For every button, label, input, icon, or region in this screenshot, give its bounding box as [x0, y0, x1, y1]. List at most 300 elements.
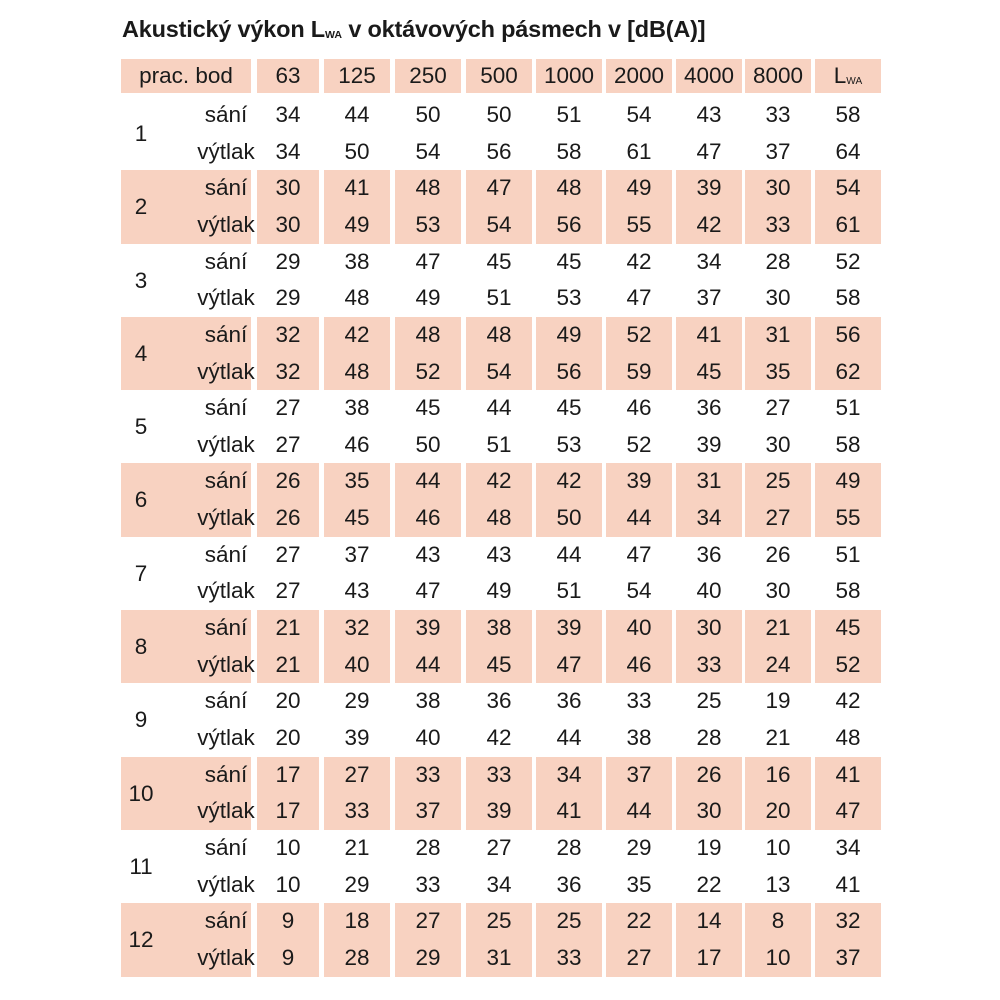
cell-band-2000: 42: [626, 248, 652, 274]
row-kind-discharge: výtlak: [197, 578, 255, 604]
cell-band-250: 50: [415, 431, 441, 457]
cell-band-4000: 40: [696, 578, 722, 604]
cell-band-2000: 52: [626, 431, 652, 457]
table-row-intake: [121, 830, 881, 867]
cell-band-8000: 26: [765, 541, 791, 567]
cell-band-500: 36: [486, 688, 512, 714]
cell-band-250: 53: [415, 211, 441, 237]
cell-band-500: 43: [486, 541, 512, 567]
cell-band-4000: 22: [696, 871, 722, 897]
row-kind-discharge: výtlak: [197, 358, 255, 384]
cell-band-500: 42: [486, 725, 512, 751]
cell-band-500: 51: [486, 285, 512, 311]
point-group-8: [121, 610, 881, 683]
cell-band-63: 9: [281, 944, 295, 970]
cell-band-1000: 44: [556, 541, 582, 567]
header-label-cell: prac. bod: [121, 59, 251, 93]
point-number: 10: [128, 780, 154, 806]
point-group-10: [121, 757, 881, 830]
cell-band-1000: 42: [556, 468, 582, 494]
cell-band-8000: 37: [765, 138, 791, 164]
cell-band-8000: 30: [765, 578, 791, 604]
cell-band-125: 28: [344, 944, 370, 970]
cell-band-8000: 21: [765, 615, 791, 641]
cell-total: 48: [835, 725, 861, 751]
cell-total: 58: [835, 102, 861, 127]
cell-band-1000: 44: [556, 725, 582, 751]
header-band-250: 250: [395, 59, 461, 93]
cell-band-63: 27: [275, 431, 301, 457]
cell-band-125: 48: [344, 358, 370, 384]
cell-band-250: 27: [415, 908, 441, 934]
point-group-5: [121, 390, 881, 463]
cell-band-63: 10: [275, 871, 301, 897]
cell-band-63: 29: [275, 248, 301, 274]
cell-band-250: 50: [415, 102, 441, 127]
cell-band-4000: 34: [696, 248, 722, 274]
cell-band-125: 33: [344, 798, 370, 824]
row-kind-intake: sání: [204, 688, 248, 714]
cell-band-8000: 24: [765, 651, 791, 677]
cell-band-8000: 10: [765, 834, 791, 860]
header-band-4000: 4000: [676, 59, 742, 93]
cell-band-8000: 27: [765, 395, 791, 421]
cell-total: 64: [835, 138, 861, 164]
table-row-discharge: [121, 427, 881, 464]
sound-power-table: [121, 59, 881, 977]
table-row-discharge: [121, 500, 881, 537]
cell-band-1000: 25: [556, 908, 582, 934]
cell-total: 61: [835, 211, 861, 237]
cell-band-2000: 54: [626, 102, 652, 127]
cell-band-2000: 29: [626, 834, 652, 860]
cell-band-4000: 45: [696, 358, 722, 384]
cell-band-8000: 10: [765, 944, 791, 970]
cell-band-1000: 33: [556, 944, 582, 970]
header-total-cell: [815, 59, 881, 93]
header-total-sub: WA: [846, 75, 863, 87]
cell-band-63: 27: [275, 395, 301, 421]
cell-band-4000: 47: [696, 138, 722, 164]
cell-band-63: 10: [275, 834, 301, 860]
cell-band-4000: 26: [696, 761, 722, 787]
cell-band-500: 33: [486, 761, 512, 787]
cell-band-4000: 17: [696, 944, 722, 970]
point-number: 5: [134, 414, 148, 440]
cell-band-500: 54: [486, 211, 512, 237]
cell-band-125: 46: [344, 431, 370, 457]
cell-band-500: 34: [486, 871, 512, 897]
table-header-row: [121, 59, 881, 97]
cell-band-1000: 50: [556, 505, 582, 531]
table-row-discharge: [121, 647, 881, 684]
cell-band-63: 32: [275, 321, 301, 347]
cell-band-2000: 44: [626, 505, 652, 531]
cell-band-4000: 36: [696, 395, 722, 421]
cell-band-8000: 35: [765, 358, 791, 384]
point-number: 12: [128, 927, 154, 953]
table-row-discharge: [121, 207, 881, 244]
table-row-intake: [121, 463, 881, 500]
point-group-2: [121, 170, 881, 243]
row-kind-discharge: výtlak: [197, 138, 255, 164]
cell-band-2000: 38: [626, 725, 652, 751]
cell-total: 47: [835, 798, 861, 824]
title-prefix: Akustický výkon L: [122, 16, 325, 42]
cell-band-500: 56: [486, 138, 512, 164]
cell-total: 42: [835, 688, 861, 714]
point-number: 9: [134, 707, 148, 733]
cell-total: 52: [835, 248, 861, 274]
table-row-discharge: [121, 280, 881, 317]
cell-total: 45: [835, 615, 861, 641]
table-row-discharge: [121, 354, 881, 391]
cell-band-8000: 27: [765, 505, 791, 531]
cell-band-125: 45: [344, 505, 370, 531]
row-kind-discharge: výtlak: [197, 211, 255, 237]
point-number: 11: [129, 853, 153, 879]
point-number: 3: [134, 267, 148, 293]
title-suffix: v oktávových pásmech v [dB(A)]: [341, 16, 706, 42]
cell-band-125: 29: [344, 688, 370, 714]
cell-band-125: 38: [344, 248, 370, 274]
cell-band-8000: 30: [765, 431, 791, 457]
row-kind-discharge: výtlak: [197, 285, 255, 311]
cell-band-125: 40: [344, 651, 370, 677]
cell-band-125: 27: [344, 761, 370, 787]
table-row-discharge: [121, 134, 881, 171]
cell-total: 41: [835, 761, 861, 787]
cell-band-250: 48: [415, 175, 441, 201]
cell-total: 52: [835, 651, 861, 677]
cell-band-500: 48: [486, 505, 512, 531]
cell-band-125: 38: [344, 395, 370, 421]
cell-band-4000: 39: [696, 431, 722, 457]
cell-total: 56: [835, 321, 861, 347]
cell-band-250: 33: [415, 871, 441, 897]
cell-band-500: 48: [486, 321, 512, 347]
cell-band-1000: 47: [556, 651, 582, 677]
cell-band-2000: 54: [626, 578, 652, 604]
cell-band-2000: 27: [626, 944, 652, 970]
cell-band-8000: 21: [765, 725, 791, 751]
header-band-1000: 1000: [536, 59, 602, 93]
cell-band-8000: 16: [765, 761, 791, 787]
table-row-discharge: [121, 940, 881, 977]
header-band-8000: 8000: [745, 59, 811, 93]
cell-band-8000: 13: [765, 871, 791, 897]
cell-band-125: 48: [344, 285, 370, 311]
point-group-4: [121, 317, 881, 390]
cell-band-63: 20: [275, 688, 301, 714]
cell-band-250: 44: [415, 651, 441, 677]
point-number: 8: [134, 634, 148, 660]
cell-total: 51: [835, 395, 861, 421]
table-row-discharge: [121, 720, 881, 757]
row-kind-intake: sání: [204, 761, 248, 787]
cell-band-500: 39: [486, 798, 512, 824]
header-band-63: 63: [257, 59, 319, 93]
row-kind-discharge: výtlak: [197, 798, 255, 824]
cell-band-8000: 20: [765, 798, 791, 824]
cell-band-1000: 49: [556, 321, 582, 347]
cell-band-2000: 39: [626, 468, 652, 494]
cell-band-250: 39: [415, 615, 441, 641]
row-kind-intake: sání: [204, 541, 248, 567]
cell-total: 58: [835, 578, 861, 604]
point-group-7: [121, 537, 881, 610]
cell-band-1000: 36: [556, 688, 582, 714]
cell-band-500: 25: [486, 908, 512, 934]
cell-band-63: 17: [275, 761, 301, 787]
point-group-1: [121, 97, 881, 170]
cell-band-250: 33: [415, 761, 441, 787]
cell-band-500: 31: [486, 944, 512, 970]
cell-band-250: 48: [415, 321, 441, 347]
cell-band-2000: 49: [626, 175, 652, 201]
cell-total: 49: [835, 468, 861, 494]
cell-band-125: 39: [344, 725, 370, 751]
cell-band-2000: 61: [626, 138, 652, 164]
table-row-intake: [121, 317, 881, 354]
cell-band-500: 54: [486, 358, 512, 384]
cell-band-125: 37: [344, 541, 370, 567]
cell-band-1000: 58: [556, 138, 582, 164]
cell-band-1000: 53: [556, 285, 582, 311]
header-band-500: 500: [466, 59, 532, 93]
cell-total: 51: [835, 541, 861, 567]
cell-band-250: 47: [415, 578, 441, 604]
point-number: 6: [134, 487, 148, 513]
cell-band-500: 51: [486, 431, 512, 457]
point-group-11: [121, 830, 881, 903]
point-group-3: [121, 244, 881, 317]
cell-band-63: 32: [275, 358, 301, 384]
cell-band-250: 40: [415, 725, 441, 751]
cell-band-125: 50: [344, 138, 370, 164]
cell-band-8000: 33: [765, 102, 791, 127]
point-group-6: [121, 463, 881, 536]
cell-band-125: 21: [344, 834, 370, 860]
cell-band-8000: 8: [771, 908, 785, 934]
cell-band-2000: 37: [626, 761, 652, 787]
cell-band-125: 35: [344, 468, 370, 494]
cell-band-125: 44: [344, 102, 370, 127]
cell-band-4000: 36: [696, 541, 722, 567]
point-number: 1: [134, 121, 148, 146]
table-title: [122, 16, 705, 43]
cell-band-500: 42: [486, 468, 512, 494]
cell-band-1000: 39: [556, 615, 582, 641]
cell-band-63: 27: [275, 541, 301, 567]
cell-band-250: 37: [415, 798, 441, 824]
cell-band-250: 49: [415, 285, 441, 311]
cell-band-2000: 46: [626, 651, 652, 677]
cell-band-125: 41: [344, 175, 370, 201]
cell-band-8000: 30: [765, 175, 791, 201]
cell-band-4000: 42: [696, 211, 722, 237]
cell-total: 55: [835, 505, 861, 531]
table-row-intake: [121, 683, 881, 720]
cell-band-1000: 53: [556, 431, 582, 457]
row-kind-intake: sání: [204, 615, 248, 641]
point-group-9: [121, 683, 881, 756]
cell-band-63: 21: [275, 615, 301, 641]
cell-band-4000: 39: [696, 175, 722, 201]
cell-band-4000: 34: [696, 505, 722, 531]
header-total-main: L: [833, 63, 847, 88]
cell-band-2000: 40: [626, 615, 652, 641]
cell-band-63: 29: [275, 285, 301, 311]
cell-band-63: 20: [275, 725, 301, 751]
cell-band-1000: 34: [556, 761, 582, 787]
cell-band-8000: 28: [765, 248, 791, 274]
cell-band-500: 38: [486, 615, 512, 641]
cell-band-4000: 33: [696, 651, 722, 677]
cell-band-125: 42: [344, 321, 370, 347]
cell-band-500: 27: [486, 834, 512, 860]
cell-band-500: 50: [486, 102, 512, 127]
cell-band-2000: 46: [626, 395, 652, 421]
cell-band-63: 26: [275, 505, 301, 531]
row-kind-discharge: výtlak: [197, 725, 255, 751]
cell-band-1000: 48: [556, 175, 582, 201]
table-body: [121, 97, 881, 977]
cell-band-1000: 56: [556, 211, 582, 237]
header-band-125: 125: [324, 59, 390, 93]
row-kind-intake: sání: [204, 908, 248, 934]
cell-band-8000: 25: [765, 468, 791, 494]
table-row-discharge: [121, 793, 881, 830]
cell-band-250: 43: [415, 541, 441, 567]
table-row-intake: [121, 610, 881, 647]
cell-band-8000: 30: [765, 285, 791, 311]
cell-band-2000: 59: [626, 358, 652, 384]
cell-band-2000: 22: [626, 908, 652, 934]
cell-band-63: 9: [281, 908, 295, 934]
cell-total: 58: [835, 285, 861, 311]
cell-total: 41: [835, 871, 861, 897]
table-row-intake: [121, 170, 881, 207]
cell-total: 32: [835, 908, 861, 934]
point-number: 4: [134, 340, 148, 366]
table-row-intake: [121, 97, 881, 134]
cell-band-4000: 28: [696, 725, 722, 751]
row-kind-discharge: výtlak: [197, 651, 255, 677]
cell-band-1000: 51: [556, 578, 582, 604]
cell-band-250: 52: [415, 358, 441, 384]
cell-band-4000: 37: [696, 285, 722, 311]
table-row-discharge: [121, 867, 881, 904]
cell-band-500: 47: [486, 175, 512, 201]
cell-band-250: 44: [415, 468, 441, 494]
cell-band-125: 32: [344, 615, 370, 641]
cell-band-125: 18: [344, 908, 370, 934]
cell-band-125: 43: [344, 578, 370, 604]
table-row-intake: [121, 757, 881, 794]
cell-band-2000: 47: [626, 285, 652, 311]
cell-band-63: 21: [275, 651, 301, 677]
cell-band-4000: 30: [696, 798, 722, 824]
cell-band-4000: 19: [696, 834, 722, 860]
row-kind-intake: sání: [204, 321, 248, 347]
cell-total: 54: [835, 175, 861, 201]
cell-band-8000: 33: [765, 211, 791, 237]
cell-band-8000: 19: [765, 688, 791, 714]
cell-total: 58: [835, 431, 861, 457]
cell-band-500: 45: [486, 651, 512, 677]
cell-band-63: 34: [275, 102, 301, 127]
row-kind-intake: sání: [204, 248, 248, 274]
table-row-discharge: [121, 573, 881, 610]
cell-band-2000: 52: [626, 321, 652, 347]
cell-band-2000: 33: [626, 688, 652, 714]
cell-band-250: 54: [415, 138, 441, 164]
table-row-intake: [121, 244, 881, 281]
cell-band-1000: 36: [556, 871, 582, 897]
cell-band-250: 45: [415, 395, 441, 421]
row-kind-discharge: výtlak: [197, 505, 255, 531]
cell-band-4000: 31: [696, 468, 722, 494]
row-kind-intake: sání: [204, 834, 248, 860]
cell-band-63: 30: [275, 175, 301, 201]
cell-band-4000: 30: [696, 615, 722, 641]
table-row-intake: [121, 903, 881, 940]
cell-band-4000: 41: [696, 321, 722, 347]
cell-band-2000: 44: [626, 798, 652, 824]
row-kind-discharge: výtlak: [197, 871, 255, 897]
point-group-12: [121, 903, 881, 976]
cell-total: 37: [835, 944, 861, 970]
row-kind-intake: sání: [204, 102, 248, 127]
cell-band-500: 45: [486, 248, 512, 274]
cell-band-1000: 28: [556, 834, 582, 860]
cell-total: 34: [835, 834, 861, 860]
cell-total: 62: [835, 358, 861, 384]
cell-band-125: 29: [344, 871, 370, 897]
table-row-intake: [121, 537, 881, 574]
table-row-intake: [121, 390, 881, 427]
cell-band-1000: 45: [556, 395, 582, 421]
row-kind-intake: sání: [204, 395, 248, 421]
cell-band-2000: 47: [626, 541, 652, 567]
point-number: 2: [134, 194, 148, 220]
cell-band-2000: 55: [626, 211, 652, 237]
cell-band-63: 27: [275, 578, 301, 604]
header-band-2000: 2000: [606, 59, 672, 93]
cell-band-1000: 45: [556, 248, 582, 274]
cell-band-63: 17: [275, 798, 301, 824]
point-number: 7: [134, 560, 148, 586]
cell-band-1000: 41: [556, 798, 582, 824]
cell-band-2000: 35: [626, 871, 652, 897]
cell-band-250: 47: [415, 248, 441, 274]
cell-band-63: 34: [275, 138, 301, 164]
row-kind-discharge: výtlak: [197, 944, 255, 970]
row-kind-intake: sání: [204, 468, 248, 494]
cell-band-4000: 43: [696, 102, 722, 127]
cell-band-4000: 25: [696, 688, 722, 714]
cell-band-250: 28: [415, 834, 441, 860]
cell-band-4000: 14: [696, 908, 722, 934]
cell-band-1000: 51: [556, 102, 582, 127]
cell-band-250: 29: [415, 944, 441, 970]
cell-band-500: 44: [486, 395, 512, 421]
cell-band-63: 30: [275, 211, 301, 237]
cell-band-500: 49: [486, 578, 512, 604]
cell-band-8000: 31: [765, 321, 791, 347]
cell-band-1000: 56: [556, 358, 582, 384]
